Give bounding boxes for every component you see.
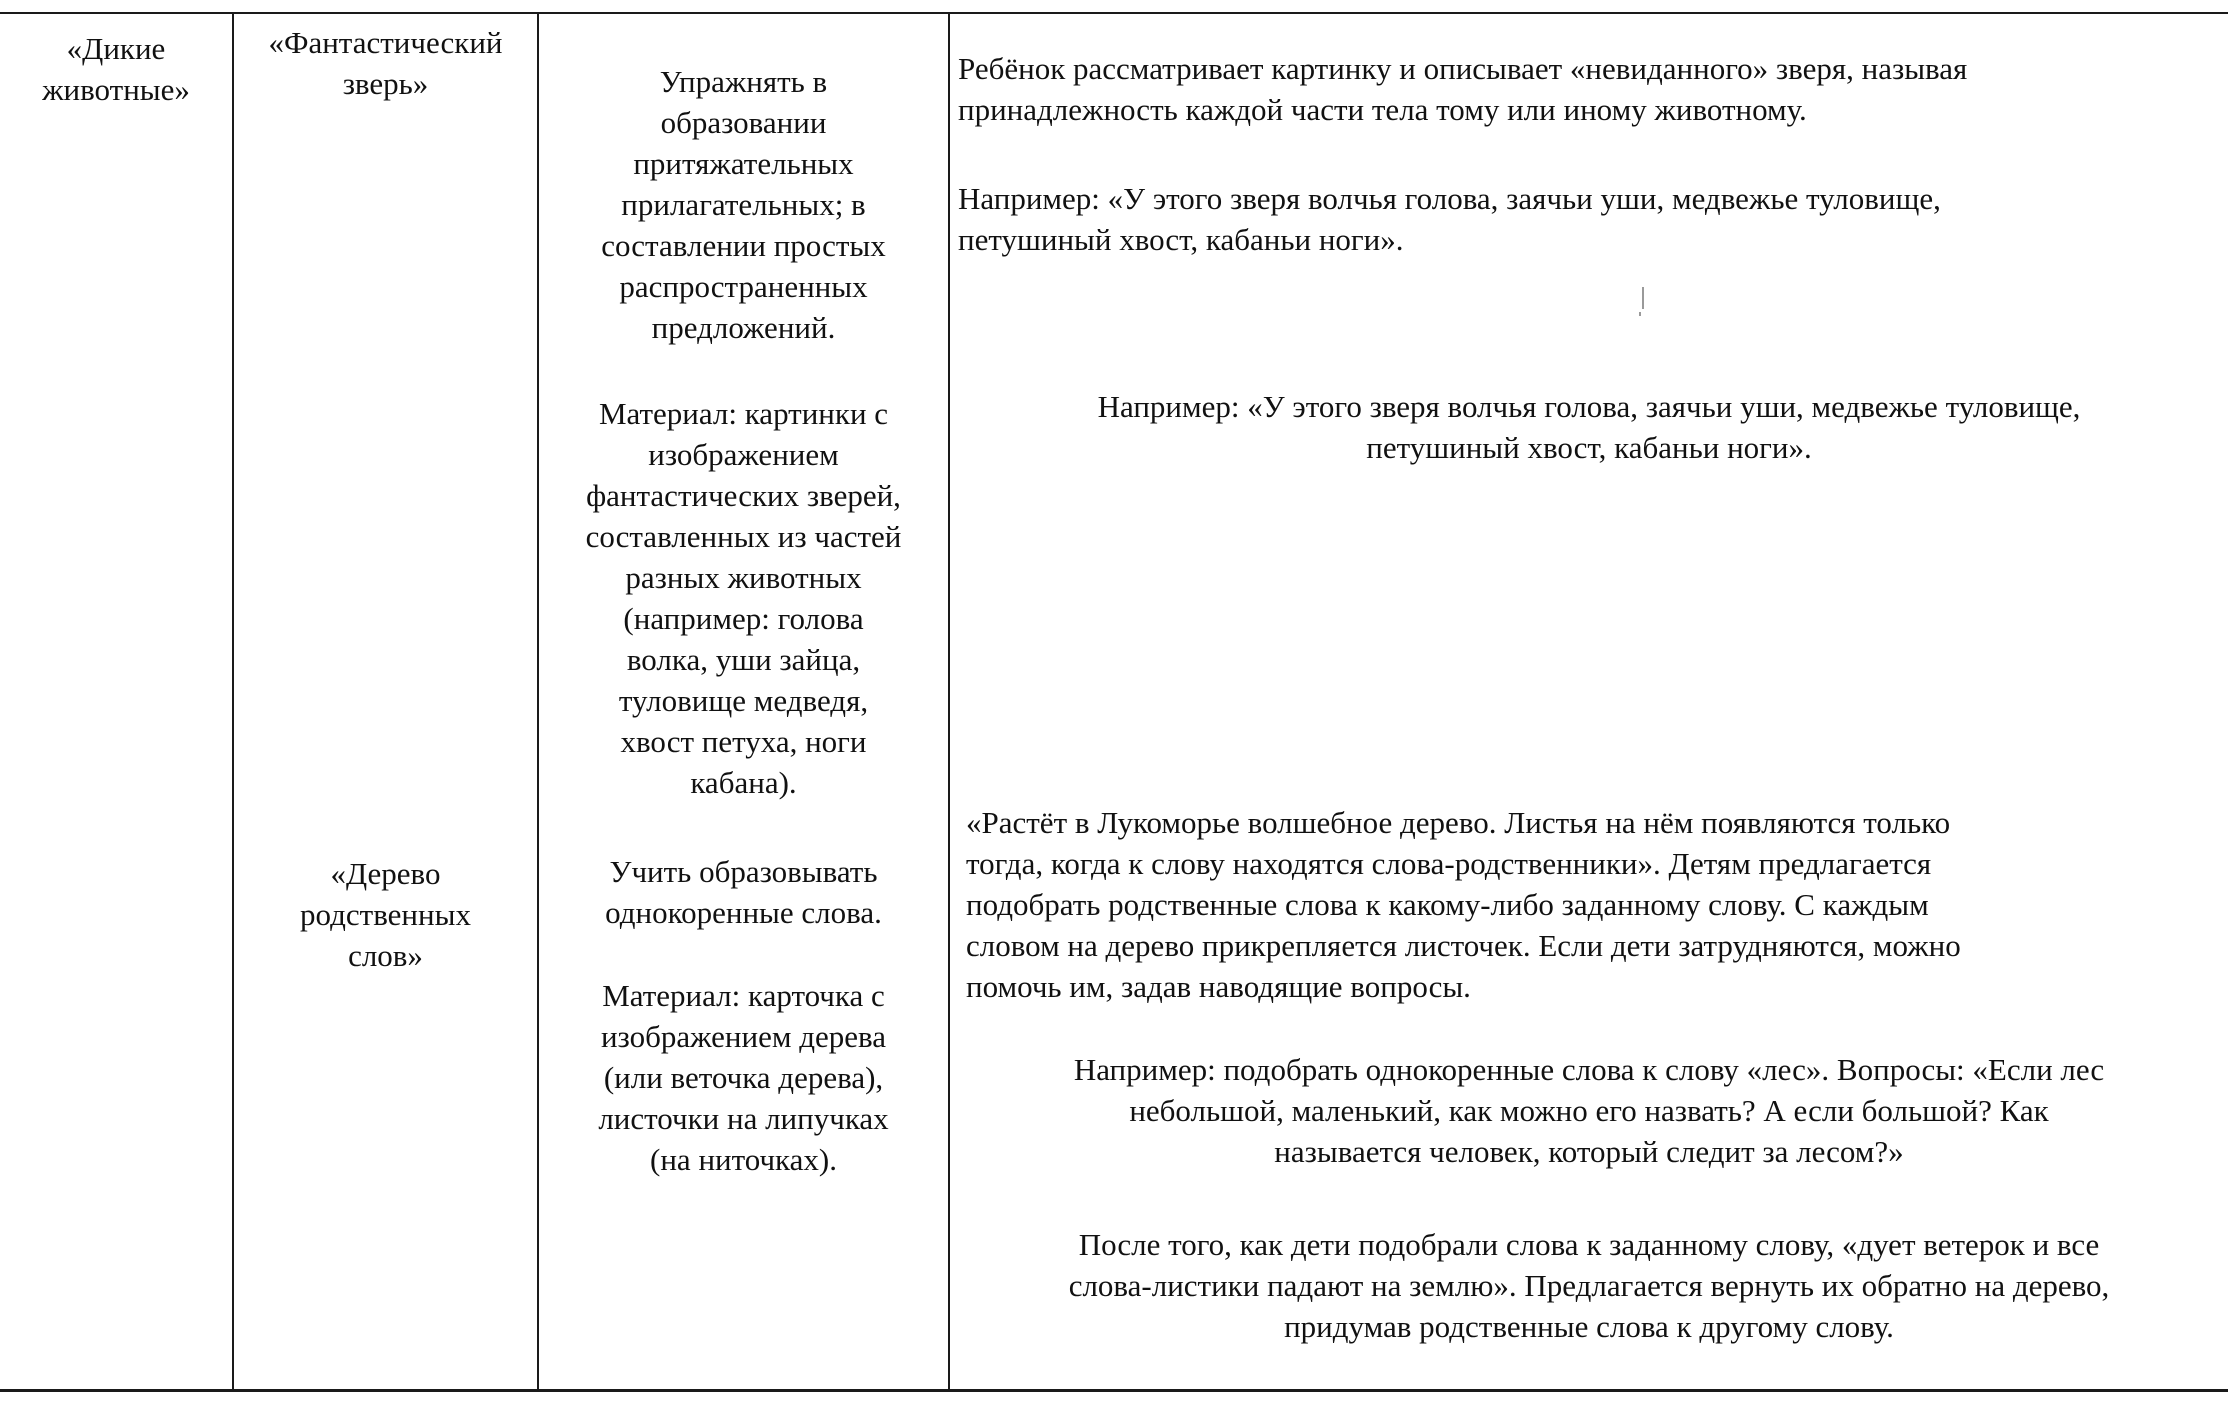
text-line: изображением: [648, 437, 839, 472]
game-title-line: родственных: [300, 897, 471, 932]
text-line: прилагательных; в: [621, 187, 866, 222]
text-line: однокоренные слова.: [605, 895, 882, 930]
example-text-1-repeat: [950, 386, 2228, 468]
game-title-line: слов»: [348, 938, 423, 973]
goal-text-1: [539, 61, 948, 348]
game-title-line: «Фантастический: [268, 25, 503, 60]
material-text-1: [539, 393, 948, 803]
column-divider-3: [948, 12, 950, 1392]
text-line: принадлежность каждой части тела тому или иному животному.: [958, 92, 1807, 127]
text-line: словом на дерево прикрепляется листочек. Если дети затрудняются, можно: [966, 928, 1961, 963]
final-text-2: [950, 1224, 2228, 1347]
description-text-1: [958, 48, 2218, 130]
text-line: распространенных: [619, 269, 868, 304]
text-line: хвост петуха, ноги: [620, 724, 867, 759]
text-line: петушиный хвост, кабаньи ноги».: [958, 222, 1404, 257]
topic-line: животные»: [42, 72, 190, 107]
text-line: подобрать родственные слова к какому-либо заданному слову. С каждым: [966, 887, 1929, 922]
scan-mark: [1639, 312, 1641, 316]
text-line: называется человек, который следит за лесом?»: [1274, 1134, 1904, 1169]
material-text-2: [539, 975, 948, 1180]
text-line: образовании: [660, 105, 827, 140]
text-line: предложений.: [651, 310, 836, 345]
text-line: Учить образовывать: [609, 854, 878, 889]
text-line: слова-листики падают на землю». Предлагается вернуть их обратно на дерево,: [1068, 1268, 2110, 1303]
text-line: Например: «У этого зверя волчья голова, заячьи уши, медвежье туловище,: [1097, 389, 2081, 424]
text-line: составлении простых: [601, 228, 886, 263]
text-line: изображением дерева: [600, 1019, 887, 1054]
text-line: Ребёнок рассматривает картинку и описывает «невиданного» зверя, называя: [958, 51, 1968, 86]
game-title-fantastic-beast: [234, 22, 537, 104]
text-line: волка, уши зайца,: [626, 642, 861, 677]
text-line: небольшой, маленький, как можно его назвать? А если большой? Как: [1129, 1093, 2049, 1128]
text-line: Например: «У этого зверя волчья голова, заячьи уши, медвежье туловище,: [958, 181, 1941, 216]
text-line: фантастических зверей,: [586, 478, 901, 513]
text-line: Материал: картинки с: [598, 396, 889, 431]
text-line: (или веточка дерева),: [603, 1060, 884, 1095]
text-line: «Растёт в Лукоморье волшебное дерево. Листья на нём появляются только: [966, 805, 1951, 840]
text-line: (например: голова: [623, 601, 864, 636]
text-line: помочь им, задав наводящие вопросы.: [966, 969, 1471, 1004]
text-line: После того, как дети подобрали слова к заданному слову, «дует ветерок и все: [1078, 1227, 2100, 1262]
text-line: кабана).: [690, 765, 797, 800]
text-line: составленных из частей: [585, 519, 902, 554]
game-title-line: «Дерево: [330, 856, 441, 891]
text-line: Материал: карточка с: [602, 978, 885, 1013]
game-title-word-tree: [234, 853, 537, 976]
description-text-2: [966, 802, 2221, 1007]
text-line: туловище медведя,: [618, 683, 869, 718]
topic-line: «Дикие: [66, 31, 166, 66]
text-line: разных животных: [625, 560, 862, 595]
scan-mark: [1642, 287, 1644, 309]
text-line: тогда, когда к слову находятся слова-родственники». Детям предлагается: [966, 846, 1932, 881]
text-line: петушиный хвост, кабаньи ноги».: [1366, 430, 1812, 465]
text-line: (на ниточках).: [650, 1142, 837, 1177]
example-text-2: [950, 1049, 2228, 1172]
column-divider-1: [232, 12, 234, 1392]
text-line: Например: подобрать однокоренные слова к слову «лес». Вопросы: «Если лес: [1073, 1052, 2105, 1087]
topic-cell: [0, 28, 232, 110]
game-title-line: зверь»: [342, 66, 429, 101]
goal-text-2: [539, 851, 948, 933]
text-line: придумав родственные слова к другому слову.: [1284, 1309, 1894, 1344]
text-line: притяжательных: [633, 146, 854, 181]
text-line: листочки на липучках: [598, 1101, 889, 1136]
table-top-border: [0, 12, 2228, 14]
example-text-1: [958, 178, 2218, 260]
table-bottom-border: [0, 1389, 2228, 1392]
text-line: Упражнять в: [659, 64, 828, 99]
